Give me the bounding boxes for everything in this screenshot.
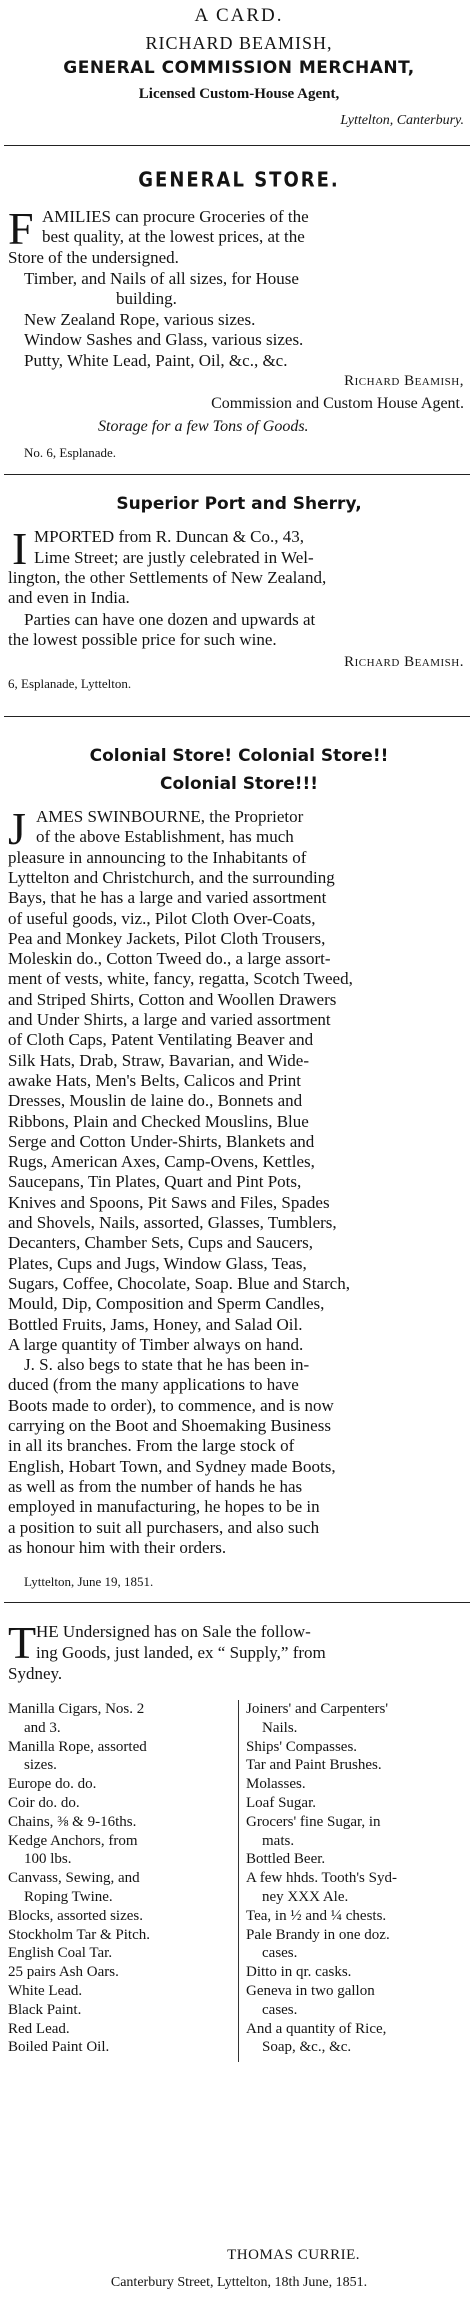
colonial-store-header-1: Colonial Store! Colonial Store!! (89, 746, 389, 766)
text-line: duced (from the many applications to have (8, 1375, 299, 1394)
text-line: of Cloth Caps, Patent Ventilating Beaver and (8, 1030, 314, 1049)
text-line: Lyttelton and Christchurch, and the surrounding (8, 868, 335, 887)
divider (4, 145, 470, 146)
goods-item: Coir do. do. (8, 1795, 80, 1811)
dateline: Lyttelton, June 19, 1851. (24, 1574, 154, 1589)
goods-item: Soap, &c., &c. (262, 2039, 352, 2055)
text-line: Lime Street; are justly celebrated in Wel- (34, 548, 314, 567)
text-line: as well as from the number of hands he has (8, 1477, 303, 1496)
text-line: Pea and Monkey Jackets, Pilot Cloth Trousers, (8, 929, 326, 948)
text-line: as honour him with their orders. (8, 1538, 227, 1557)
text-line: Window Sashes and Glass, various sizes. (24, 330, 304, 349)
column-divider (238, 1700, 239, 2062)
goods-item: Nails. (262, 1720, 298, 1736)
text-line: employed in manufacturing, he hopes to be in (8, 1497, 320, 1516)
goods-item: Pale Brandy in one doz. (246, 1927, 390, 1943)
text-line: A large quantity of Timber always on hand. (8, 1335, 304, 1354)
divider (4, 474, 470, 475)
text-line: Silk Hats, Drab, Straw, Bavarian, and Wide- (8, 1051, 309, 1070)
text-line: the lowest possible price for such wine. (8, 630, 277, 649)
text-line: New Zealand Rope, various sizes. (24, 310, 256, 329)
text-line: Bottled Fruits, Jams, Honey, and Salad Oil. (8, 1315, 303, 1334)
text-line: of the above Establishment, has much (36, 827, 294, 846)
address: 6, Esplanade, Lyttelton. (8, 676, 132, 691)
text-line: and Under Shirts, a large and varied assortment (8, 1010, 331, 1029)
drop-cap: F (8, 203, 34, 254)
text-line: English, Hobart Town, and Sydney made Boots, (8, 1457, 336, 1476)
text-line: building. (116, 289, 177, 308)
text-line: and even in India. (8, 588, 130, 607)
goods-item: Tar and Paint Brushes. (246, 1757, 382, 1773)
goods-item: Black Paint. (8, 2002, 82, 2018)
card-header: A CARD. (194, 5, 284, 26)
text-line: carrying on the Boot and Shoemaking Business (8, 1416, 331, 1435)
goods-item: Manilla Cigars, Nos. 2 (8, 1701, 145, 1717)
text-line: lington, the other Settlements of New Zealand, (8, 568, 327, 587)
address: No. 6, Esplanade. (24, 445, 117, 460)
text-line: ing Goods, just landed, ex “ Supply,” from (36, 1643, 326, 1662)
goods-item: cases. (262, 2002, 298, 2018)
text-line: Bays, that he has a large and varied assortment (8, 888, 327, 907)
goods-item: Europe do. do. (8, 1776, 97, 1792)
text-line: Rugs, American Axes, Camp-Ovens, Kettles, (8, 1152, 315, 1171)
goods-item: Molasses. (246, 1776, 306, 1792)
dateline: Canterbury Street, Lyttelton, 18th June, 1851. (110, 2275, 368, 2290)
card-title: GENERAL COMMISSION MERCHANT, (63, 58, 415, 78)
signature-title: Commission and Custom House Agent. (211, 395, 464, 412)
text-line: Parties can have one dozen and upwards at (24, 610, 316, 629)
goods-item: Joiners' and Carpenters' (246, 1701, 389, 1717)
card-subtitle: Licensed Custom-House Agent, (138, 86, 340, 102)
goods-item: Red Lead. (8, 2021, 70, 2037)
text-line: Decanters, Chamber Sets, Cups and Saucers, (8, 1233, 313, 1252)
text-line: a position to suit all purchasers, and also such (8, 1518, 320, 1537)
text-line: Timber, and Nails of all sizes, for House (24, 269, 299, 288)
drop-cap: J (8, 803, 26, 854)
text-line: HE Undersigned has on Sale the follow- (36, 1622, 311, 1641)
goods-item: Kedge Anchors, from (8, 1833, 138, 1849)
general-store-header: GENERAL STORE. (138, 168, 340, 193)
goods-item: Ditto in qr. casks. (246, 1964, 352, 1980)
colonial-store-header-2: Colonial Store!!! (159, 774, 319, 794)
card-place: Lyttelton, Canterbury. (340, 113, 464, 128)
text-line: and Shovels, Nails, assorted, Glasses, Tumblers, (8, 1213, 337, 1232)
text-line: Sydney. (8, 1664, 63, 1683)
text-line: awake Hats, Men's Belts, Calicos and Print (8, 1071, 301, 1090)
text-line: and Striped Shirts, Cotton and Woollen Drawers (8, 990, 337, 1009)
goods-item: Boiled Paint Oil. (8, 2039, 110, 2055)
goods-item: and 3. (24, 1720, 61, 1736)
goods-item: sizes. (24, 1757, 57, 1773)
text-line: Boots made to order), to commence, and is now (8, 1396, 334, 1415)
text-line: Knives and Spoons, Pit Saws and Files, Spades (8, 1193, 330, 1212)
goods-item: Geneva in two gallon (246, 1983, 375, 1999)
text-line: Mould, Dip, Composition and Sperm Candles, (8, 1294, 325, 1313)
drop-cap: I (12, 523, 28, 574)
goods-item: ney XXX Ale. (262, 1889, 349, 1905)
goods-item: Roping Twine. (24, 1889, 113, 1905)
text-line: best quality, at the lowest prices, at the (42, 227, 305, 246)
text-line: ment of vests, white, fancy, regatta, Scotch Tweed, (8, 969, 353, 988)
text-line: Dresses, Mouslin de laine do., Bonnets and (8, 1091, 303, 1110)
goods-item: Chains, ⅜ & 9-16ths. (8, 1814, 137, 1830)
goods-item: Stockholm Tar & Pitch. (8, 1927, 151, 1943)
text-line: AMES SWINBOURNE, the Proprietor (36, 807, 304, 826)
text-line: Saucepans, Tin Plates, Quart and Pint Pots, (8, 1172, 302, 1191)
goods-item: mats. (262, 1833, 295, 1849)
goods-item: 100 lbs. (24, 1851, 72, 1867)
text-line: Moleskin do., Cotton Tweed do., a large assort- (8, 949, 331, 968)
signature: Richard Beamish, (344, 373, 464, 389)
goods-item: cases. (262, 1945, 298, 1961)
goods-item: And a quantity of Rice, (246, 2021, 387, 2037)
drop-cap: T (8, 1617, 37, 1668)
goods-item: Grocers' fine Sugar, in (246, 1814, 381, 1830)
goods-item: Canvass, Sewing, and (8, 1870, 140, 1886)
divider (4, 716, 470, 717)
text-line: MPORTED from R. Duncan & Co., 43, (34, 527, 305, 546)
text-line: Putty, White Lead, Paint, Oil, &c., &c. (24, 351, 288, 370)
goods-item: English Coal Tar. (8, 1945, 113, 1961)
goods-item: White Lead. (8, 1983, 83, 1999)
goods-item: A few hhds. Tooth's Syd- (246, 1870, 397, 1886)
divider (4, 1602, 470, 1603)
text-line: Serge and Cotton Under-Shirts, Blankets and (8, 1132, 315, 1151)
signature: Richard Beamish. (344, 654, 464, 670)
goods-item: Bottled Beer. (246, 1851, 326, 1867)
goods-item: 25 pairs Ash Oars. (8, 1964, 119, 1980)
goods-item: Loaf Sugar. (246, 1795, 316, 1811)
goods-item: Tea, in ½ and ¼ chests. (246, 1908, 387, 1924)
signature: THOMAS CURRIE. (227, 2247, 360, 2263)
text-line: of useful goods, viz., Pilot Cloth Over-Coats, (8, 909, 316, 928)
text-line: J. S. also begs to state that he has been in- (24, 1355, 310, 1374)
text-line: Sugars, Coffee, Chocolate, Soap. Blue and Starch, (8, 1274, 350, 1293)
goods-item: Manilla Rope, assorted (8, 1739, 147, 1755)
text-line: in all its branches. From the large stock of (8, 1436, 295, 1455)
port-sherry-header: Superior Port and Sherry, (116, 494, 362, 514)
text-line: AMILIES can procure Groceries of the (42, 207, 309, 226)
text-line: pleasure in announcing to the Inhabitants of (8, 848, 307, 867)
storage-note: Storage for a few Tons of Goods. (98, 418, 309, 435)
text-line: Plates, Cups and Jugs, Window Glass, Teas, (8, 1254, 307, 1273)
goods-item: Blocks, assorted sizes. (8, 1908, 143, 1924)
text-line: Store of the undersigned. (8, 248, 179, 267)
text-line: Ribbons, Plain and Checked Mouslins, Blue (8, 1112, 309, 1131)
goods-item: Ships' Compasses. (246, 1739, 358, 1755)
card-name: RICHARD BEAMISH, (145, 33, 333, 53)
